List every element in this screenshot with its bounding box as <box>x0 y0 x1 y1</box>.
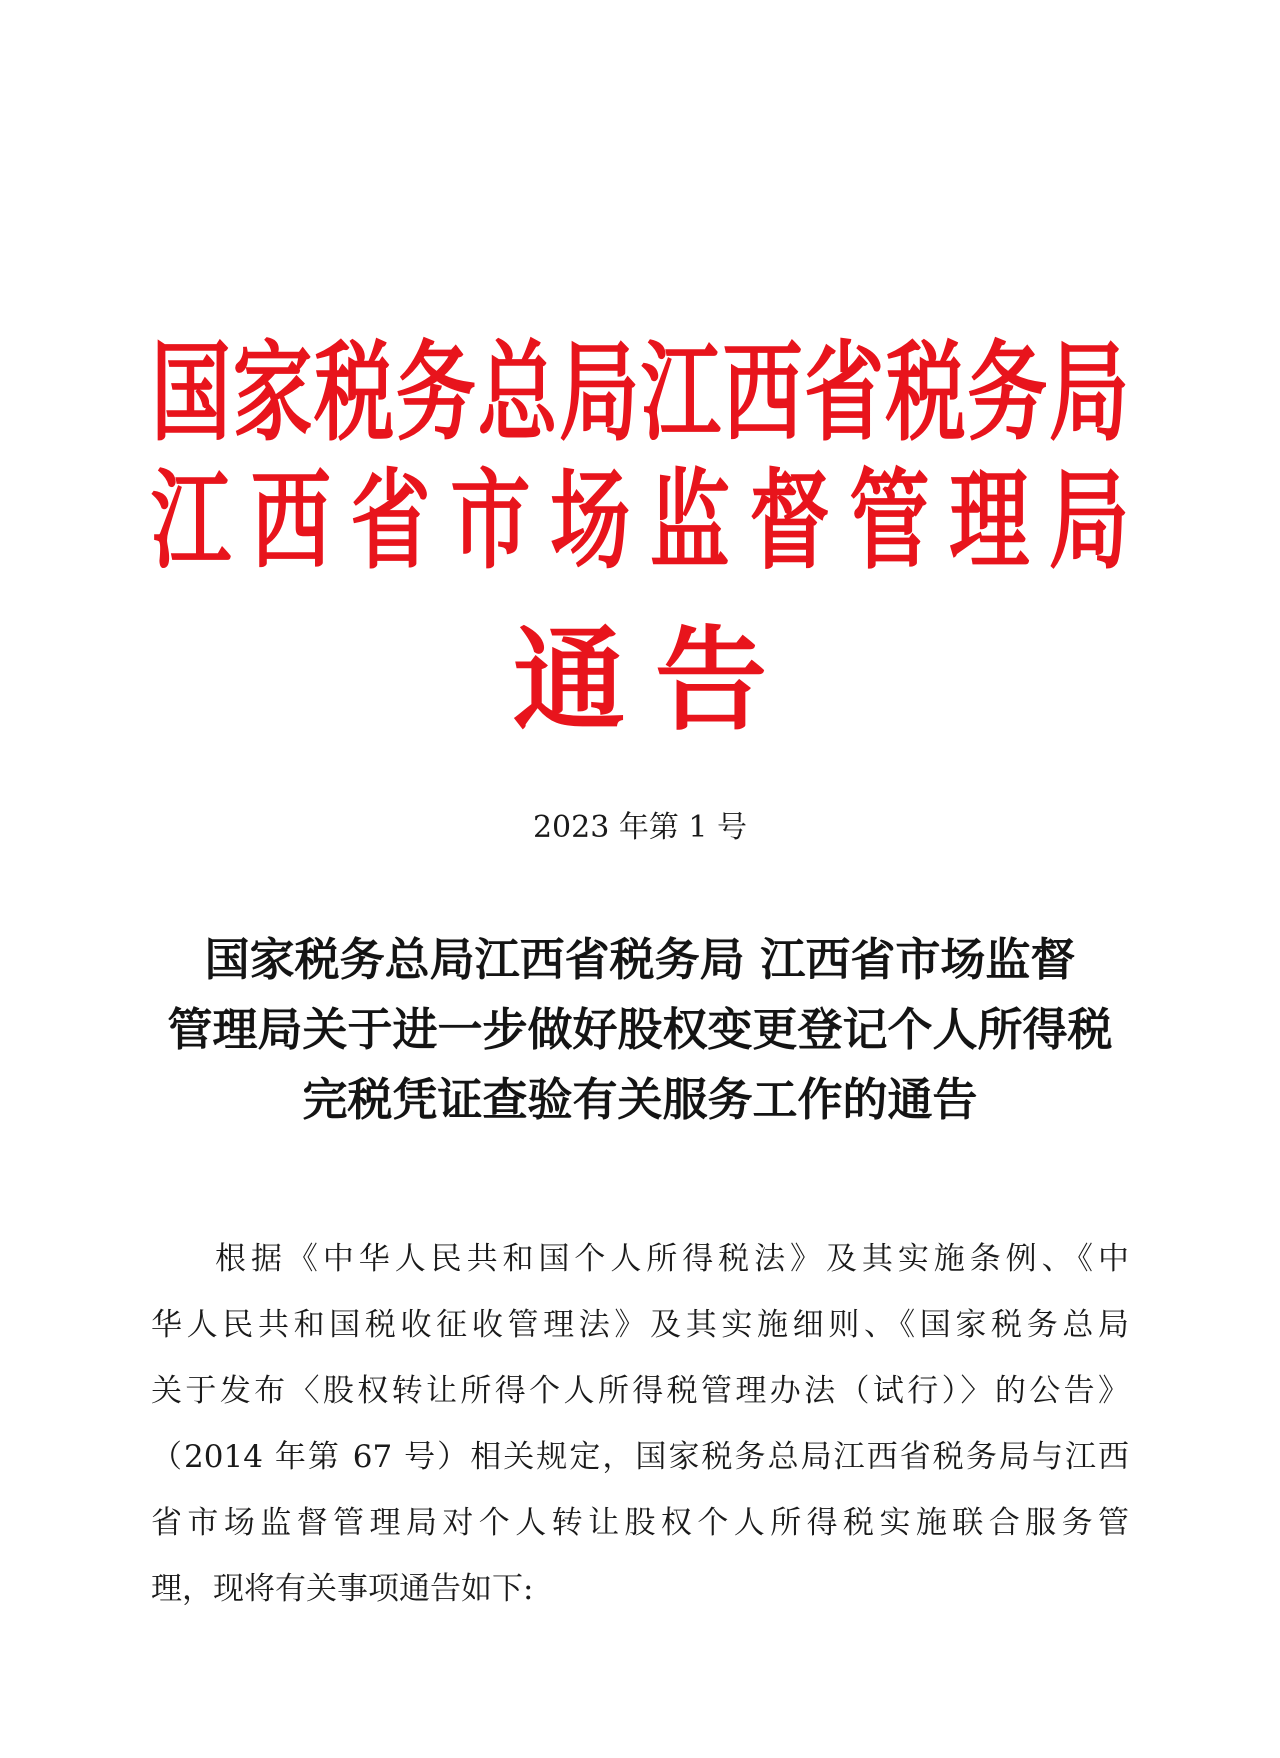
title-line: 国家税务总局江西省税务局 江西省市场监督 <box>204 933 1076 986</box>
title-line: 完税凭证查验有关服务工作的通告 <box>302 1073 978 1126</box>
body-line: 华人民共和国税收征收管理法》及其实施细则、《国家税务总局 <box>151 1307 1129 1343</box>
issuer-header-line-2: 江西省市场监督管理局 <box>151 456 1129 584</box>
title-line: 管理局关于进一步做好股权变更登记个人所得税 <box>167 1003 1113 1056</box>
body-line: 根据《中华人民共和国个人所得税法》及其实施条例、《中 <box>215 1241 1129 1277</box>
body-line: （2014 年第 67 号）相关规定，国家税务总局江西省税务局与江西 <box>151 1439 1129 1475</box>
document-number: 2023 年第 1 号 <box>532 810 748 845</box>
document-title <box>0 925 1280 1135</box>
body-line: 理，现将有关事项通告如下: <box>151 1571 534 1607</box>
issuer-header-line-1: 国家税务总局江西省税务局 <box>151 328 1129 456</box>
body-line: 关于发布〈股权转让所得个人所得税管理办法（试行）〉的公告》 <box>151 1373 1129 1409</box>
document-type-heading: 通告 <box>513 615 797 746</box>
body-paragraph <box>151 1226 1129 1622</box>
body-line: 省市场监督管理局对个人转让股权个人所得税实施联合服务管 <box>151 1505 1129 1541</box>
